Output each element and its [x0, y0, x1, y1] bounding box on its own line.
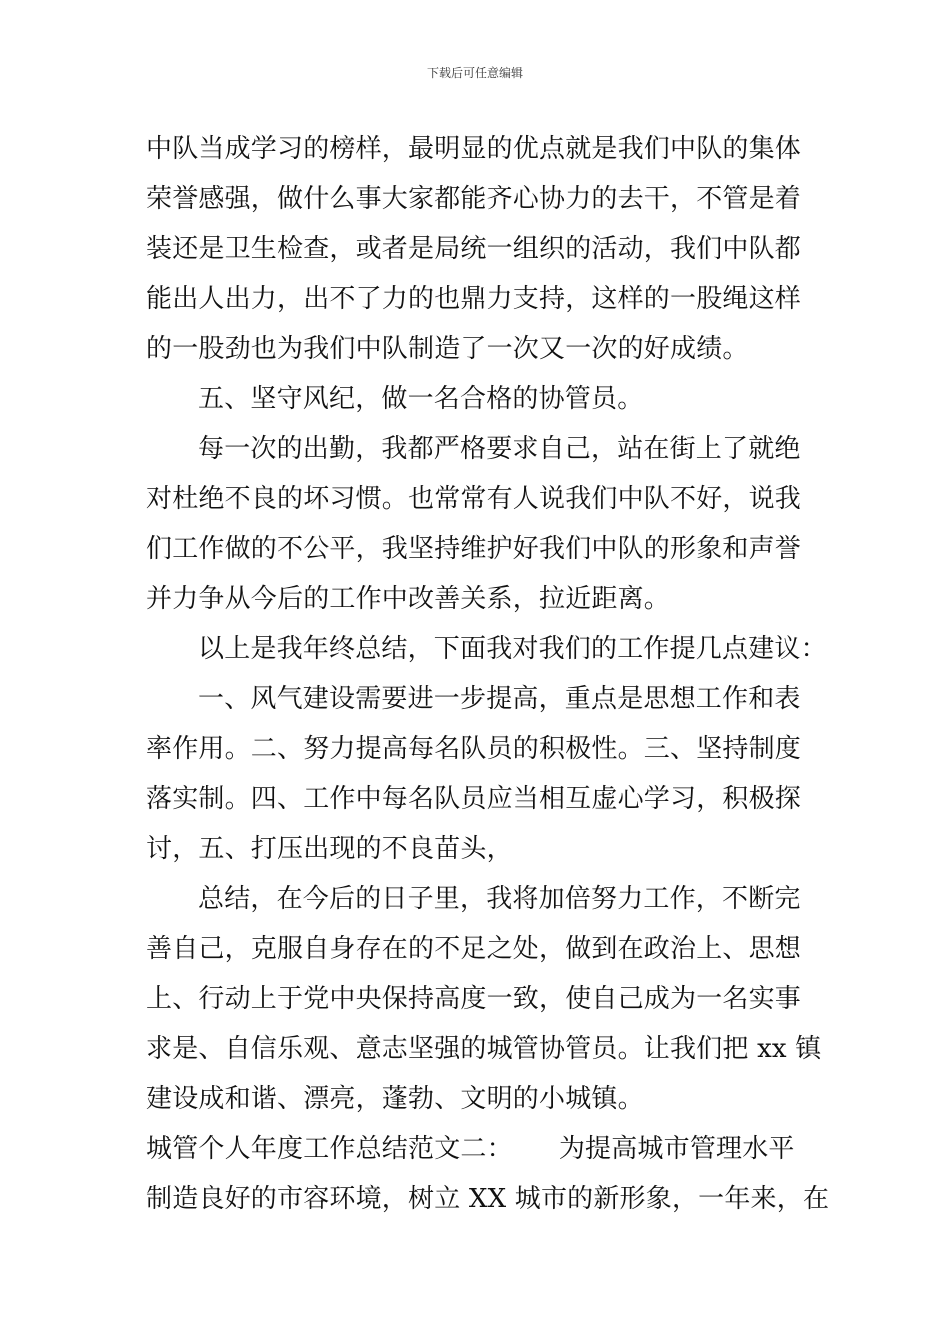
- paragraph-line: 一、风气建设需要进一步提高，重点是思想工作和表: [198, 684, 801, 714]
- article-title: 城管个人年度工作总结范文二：: [146, 1134, 513, 1164]
- paragraph-line: 们工作做的不公平，我坚持维护好我们中队的形象和声誉: [146, 534, 802, 564]
- paragraph-line: 落实制。四、工作中每名队员应当相互虚心学习，积极探: [146, 784, 802, 814]
- paragraph-line: 中队当成学习的榜样，最明显的优点就是我们中队的集体: [146, 134, 802, 164]
- article-title-line: [146, 1134, 810, 1164]
- paragraph-line: 上、行动上于党中央保持高度一致，使自己成为一名实事: [146, 984, 802, 1014]
- paragraph-line: 的一股劲也为我们中队制造了一次又一次的好成绩。: [146, 334, 749, 364]
- paragraph-line: 制造良好的市容环境，树立 XX 城市的新形象，一年来，在: [146, 1184, 830, 1214]
- paragraph-line: 能出人出力，出不了力的也鼎力支持，这样的一股绳这样: [146, 284, 802, 314]
- paragraph-line: 对杜绝不良的坏习惯。也常常有人说我们中队不好，说我: [146, 484, 802, 514]
- paragraph-line: 以上是我年终总结，下面我对我们的工作提几点建议：: [198, 634, 827, 664]
- paragraph-line: 荣誉感强，做什么事大家都能齐心协力的去干，不管是着: [146, 184, 802, 214]
- paragraph-line: 善自己，克服自身存在的不足之处，做到在政治上、思想: [146, 934, 802, 964]
- section-heading: 五、坚守风纪，做一名合格的协管员。: [198, 384, 644, 414]
- paragraph-line: 并力争从今后的工作中改善关系，拉近距离。: [146, 584, 671, 614]
- page-header: 下载后可任意编辑: [426, 66, 523, 80]
- paragraph-line: 求是、自信乐观、意志坚强的城管协管员。让我们把 xx 镇: [146, 1034, 822, 1064]
- paragraph-line: 装还是卫生检查，或者是局统一组织的活动，我们中队都: [146, 234, 802, 264]
- paragraph-line: 建设成和谐、漂亮，蓬勃、文明的小城镇。: [146, 1084, 644, 1114]
- article-lead: 为提高城市管理水平: [558, 1134, 795, 1164]
- paragraph-line: 讨，五、打压出现的不良苗头，: [146, 834, 513, 864]
- paragraph-line: 率作用。二、努力提高每名队员的积极性。三、坚持制度: [146, 734, 802, 764]
- paragraph-line: 每一次的出勤，我都严格要求自己，站在街上了就绝: [198, 434, 801, 464]
- paragraph-line: 总结，在今后的日子里，我将加倍努力工作，不断完: [198, 884, 801, 914]
